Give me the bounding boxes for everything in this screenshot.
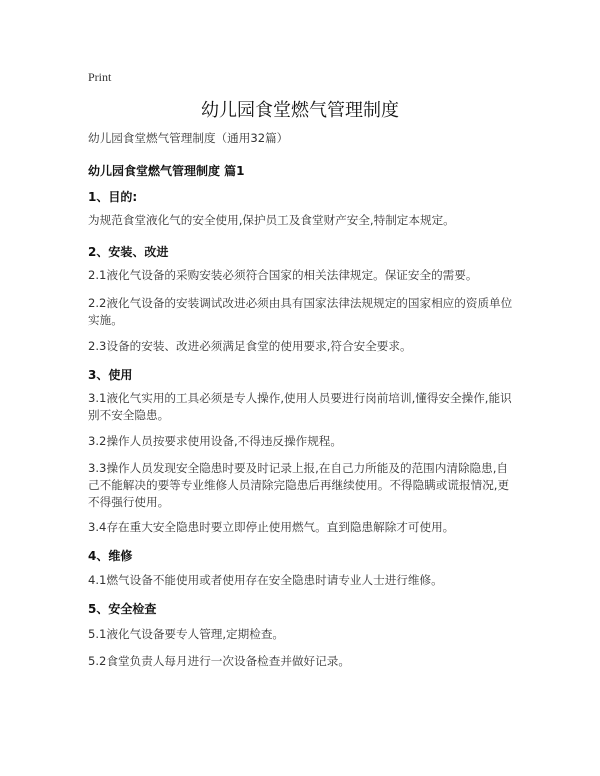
paragraph: 5.1液化气设备要专人管理,定期检查。 — [88, 627, 285, 641]
section-heading: 3、使用 — [88, 368, 133, 382]
paragraph: 3.3操作人员发现安全隐患时要及时记录上报,在自己力所能及的范围内清除隐患,自己不能解决的要等专业维修人员清除完隐患后再继续使用。不得隐瞒或谎报情况,更不得强行使用。 — [88, 461, 510, 509]
paragraph: 为规范食堂液化气的安全使用,保护员工及食堂财产安全,特制定本规定。 — [88, 213, 455, 227]
section-heading: 4、维修 — [88, 549, 133, 563]
paragraph: 4.1燃气设备不能使用或者使用存在安全隐患时请专业人士进行维修。 — [88, 573, 443, 587]
paragraph: 3.2操作人员按要求使用设备,不得违反操作规程。 — [88, 434, 342, 448]
print-link[interactable]: Print — [88, 70, 112, 84]
paragraph: 3.4存在重大安全隐患时要立即停止使用燃气。直到隐患解除才可使用。 — [88, 520, 455, 534]
section-heading: 2、安装、改进 — [88, 245, 169, 259]
subtitle: 幼儿园食堂燃气管理制度（通用32篇） — [88, 131, 289, 145]
paragraph: 2.3设备的安装、改进必须满足食堂的使用要求,符合安全要求。 — [88, 339, 412, 353]
part-heading: 幼儿园食堂燃气管理制度 篇1 — [88, 164, 245, 178]
section-heading: 1、目的: — [88, 190, 138, 204]
section-heading: 5、安全检查 — [88, 602, 157, 616]
paragraph: 2.2液化气设备的安装调试改进必须由具有国家法律法规规定的国家相应的资质单位实施。 — [88, 296, 513, 327]
page-title: 幼儿园食堂燃气管理制度 — [201, 100, 399, 121]
paragraph: 3.1液化气实用的工具必须是专人操作,使用人员要进行岗前培训,懂得安全操作,能识别不安全隐患。 — [88, 391, 512, 422]
paragraph: 2.1液化气设备的采购安装必须符合国家的相关法律规定。保证安全的需要。 — [88, 268, 478, 282]
paragraph: 5.2食堂负责人每月进行一次设备检查并做好记录。 — [88, 654, 350, 668]
